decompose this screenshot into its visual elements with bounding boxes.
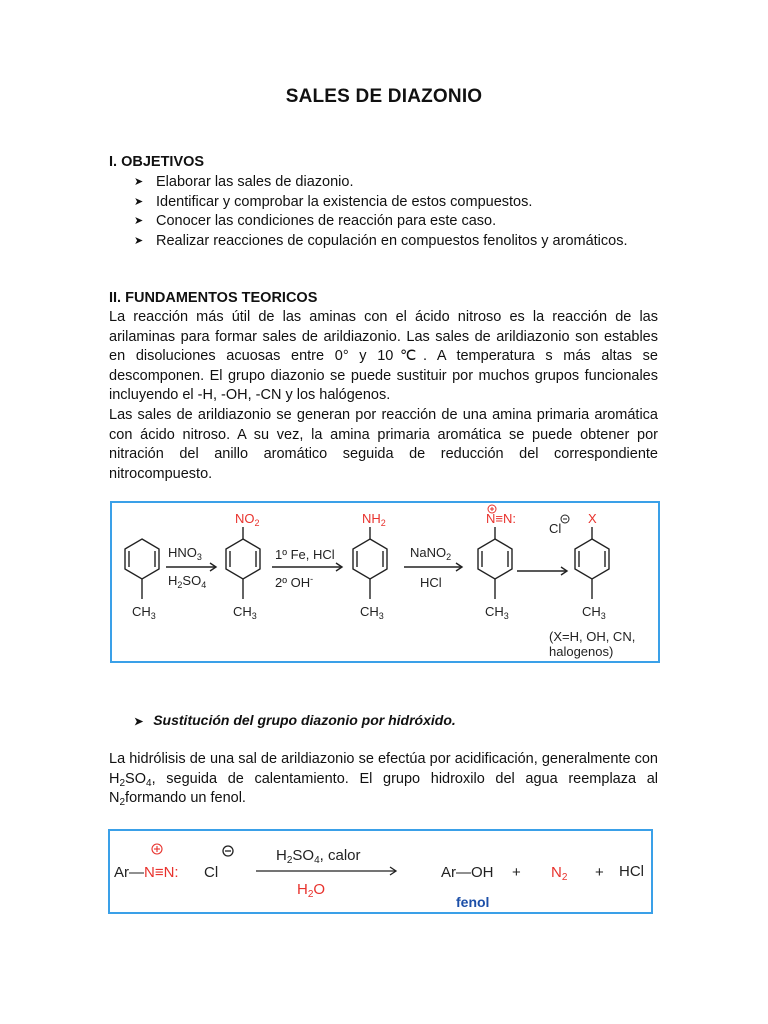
hcl-label: HCl [619,863,644,880]
reactant-label: Ar—N≡N: [114,864,179,881]
subsection-heading: ➤ Sustitución del grupo diazonio por hidróxido. [134,712,456,728]
reaction-scheme-2 [108,829,653,914]
condition-bottom: $H_2O$ [297,881,326,900]
reagent-nano2: NaNO$_2$ [410,545,452,562]
reaction-scheme-1-figure [112,503,658,661]
list-item: ➤ Conocer las condiciones de reacción para este caso. [134,212,658,232]
plus-sign: + [595,864,604,881]
list-item: ➤ Elaborar las sales de diazonio. [134,173,658,193]
arrow-bullet-icon: ➤ [134,176,144,188]
arrow-bullet-icon: ➤ [134,215,144,228]
list-item: ➤ Identificar y comprobar la existencia de estos compuestos. [134,193,658,213]
n2-label: $N_2$ [551,864,568,883]
page-title: SALES DE DIAZONIO [285,86,483,107]
reagent-hcl: HCl [420,575,442,590]
nh2-label: $NH_2$ [362,511,386,528]
paragraph-2: Las sales de arildiazonio se generan por reacción de una amina primaria aromática con ácido nitroso. A su vez, la amina primaria aromática se puede obtener por nitración del anillo aromático seguida de reducción del correspondiente nitrocompuesto. [109,407,658,482]
diazonium-label: N≡N: [486,511,516,526]
ch3-label: $CH_3$ [485,604,509,621]
reaction-scheme-1 [110,501,660,663]
arrow-bullet-icon: ➤ [134,716,144,728]
product-label: Ar—OH [441,864,494,881]
reagent-hno3: $HNO_3$ [168,545,202,562]
reaction-scheme-2-figure [110,831,651,912]
condition-top: $H_2SO_4$, calor [276,847,361,866]
fenol-label: fenol [456,894,490,910]
paragraph-1: La reacción más útil de las aminas con el ácido nitroso es la reacción de las arilaminas para formar sales de arildiazonio. Las sales de arildiazonio son estables en disoluciones acuosas entre 0° y 10℃. A temperatura s más altas se descomponen. El grupo diazonio se puede sustituir por muchos grupos funcionales incluyendo el -H, -OH, -CN y los halógenos. [109,309,658,404]
ch3-label: $CH_3$ [360,604,384,621]
section-heading-fundamentos: II. FUNDAMENTOS TEORICOS [109,290,318,306]
ch3-label: $CH_3$ [233,604,257,621]
reagent-fe-hcl: 1º Fe, HCl [275,547,335,562]
objectives-list [134,173,658,251]
x-label: X [588,511,597,526]
note-line-2: halogenos) [549,644,614,659]
ch3-label: $CH_3$ [582,604,606,621]
list-item: ➤ Realizar reacciones de copulación en compuestos fenolitos y aromáticos. [134,232,658,252]
reagent-h2so4: $H_2SO_4$ [168,573,207,590]
note-line-1: (X=H, OH, CN, [549,629,636,644]
chloride-label: Cl [549,521,562,536]
arrow-bullet-icon: ➤ [134,195,144,208]
section-heading-objetivos: I. OBJETIVOS [109,154,205,170]
paragraph-3: La hidrólisis de una sal de arildiazonio se efectúa por acidificación, generalmente con $H_2SO_4$, seguida de calentamiento. El grupo hidroxilo del agua reemplaza al $N_2formando$ un fenol. [109,751,658,809]
plus-sign: + [512,864,521,881]
no2-label: $NO_2$ [235,511,260,528]
arrow-bullet-icon: ➤ [134,234,144,247]
ch3-label: $CH_3$ [132,604,156,621]
reagent-oh: 2º OH- [275,574,314,590]
chloride-label: Cl [204,864,219,881]
